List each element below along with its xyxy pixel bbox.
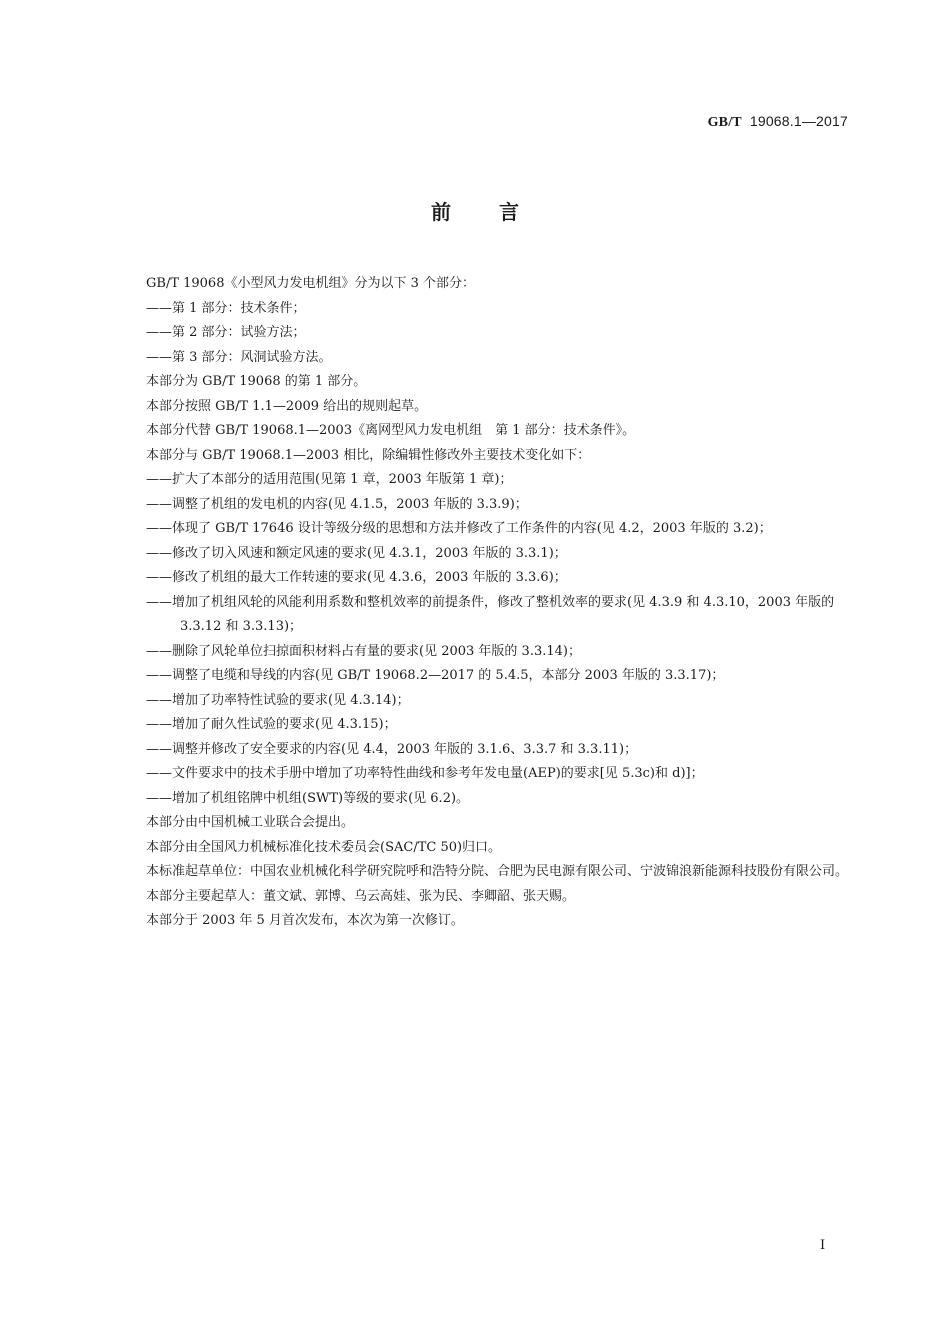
paragraph-changes-intro: 本部分与 GB/T 19068.1—2003 相比，除编辑性修改外主要技术变化如下： — [146, 447, 591, 463]
list-item-part-3: ——第 3 部分：风洞试验方法。 — [146, 349, 332, 365]
list-item-change: ——体现了 GB/T 17646 设计等级分级的思想和方法并修改了工作条件的内容(见 4.2，2003 年版的 3.2)； — [146, 521, 772, 536]
paragraph-parts-intro: GB/T 19068《小型风力发电机组》分为以下 3 个部分： — [146, 276, 476, 291]
paragraph-replaces: 本部分代替 GB/T 19068.1—2003《离网型风力发电机组 第 1 部分：技术条件》。 — [146, 423, 636, 438]
list-item-change: ——修改了切入风速和额定风速的要求(见 4.3.1，2003 年版的 3.3.1)； — [146, 545, 567, 561]
list-item-change: ——增加了机组铭牌中机组(SWT)等级的要求(见 6.2)。 — [146, 790, 470, 806]
list-item-change: ——调整了机组的发电机的内容(见 4.1.5，2003 年版的 3.3.9)； — [146, 496, 528, 512]
list-item-change: ——增加了耐久性试验的要求(见 4.3.15)； — [146, 717, 397, 732]
standard-prefix: GB/T — [707, 115, 742, 130]
list-item-change: ——修改了机组的最大工作转速的要求(见 4.3.6，2003 年版的 3.3.6)； — [146, 570, 567, 585]
paragraph-this-part: 本部分为 GB/T 19068 的第 1 部分。 — [146, 374, 367, 389]
page-number: I — [820, 1238, 826, 1253]
list-item-change: ——删除了风轮单位扫掠面积材料占有量的要求(见 2003 年版的 3.3.14)； — [146, 643, 581, 659]
list-item-part-2: ——第 2 部分：试验方法； — [146, 325, 306, 340]
standard-number: 19068.1—2017 — [749, 113, 848, 129]
list-item-change: ——扩大了本部分的适用范围(见第 1 章，2003 年版第 1 章)； — [146, 472, 513, 487]
page-title-text: 前言 — [431, 200, 567, 224]
foreword-body — [146, 272, 852, 934]
paragraph-drafting-units: 本标准起草单位：中国农业机械化科学研究院呼和浩特分院、合肥为民电源有限公司、宁波锦浪新能源科技股份有限公司。 — [146, 864, 849, 879]
list-item-part-1: ——第 1 部分：技术条件； — [146, 300, 306, 316]
list-item-change: ——增加了机组风轮的风能利用系数和整机效率的前提条件，修改了整机效率的要求(见 4.3.9 和 4.3.10，2003 年版的 3.3.12 和 3.3.13)； — [146, 594, 835, 634]
list-item-change: ——调整了电缆和导线的内容(见 GB/T 19068.2—2017 的 5.4.5，本部分 2003 年版的 3.3.17)； — [146, 668, 725, 683]
paragraph-proposed-by: 本部分由中国机械工业联合会提出。 — [146, 815, 355, 830]
paragraph-drafting-rules: 本部分按照 GB/T 1.1—2009 给出的规则起草。 — [146, 398, 428, 414]
paragraph-publication-history: 本部分于 2003 年 5 月首次发布，本次为第一次修订。 — [146, 913, 464, 928]
list-item-change: ——调整并修改了安全要求的内容(见 4.4，2003 年版的 3.1.6、3.3.7 和 3.3.11)； — [146, 741, 638, 757]
paragraph-drafters: 本部分主要起草人：董文斌、郭博、乌云高娃、张为民、李卿韶、张天赐。 — [146, 888, 576, 904]
list-item-change: ——增加了功率特性试验的要求(见 4.3.14)； — [146, 692, 410, 708]
standard-code-header — [708, 113, 848, 131]
paragraph-under-jurisdiction: 本部分由全国风力机械标准化技术委员会(SAC/TC 50)归口。 — [146, 839, 502, 855]
page-title — [0, 196, 950, 225]
list-item-change: ——文件要求中的技术手册中增加了功率特性曲线和参考年发电量(AEP)的要求[见 5.3c)和 d)]； — [146, 766, 704, 781]
